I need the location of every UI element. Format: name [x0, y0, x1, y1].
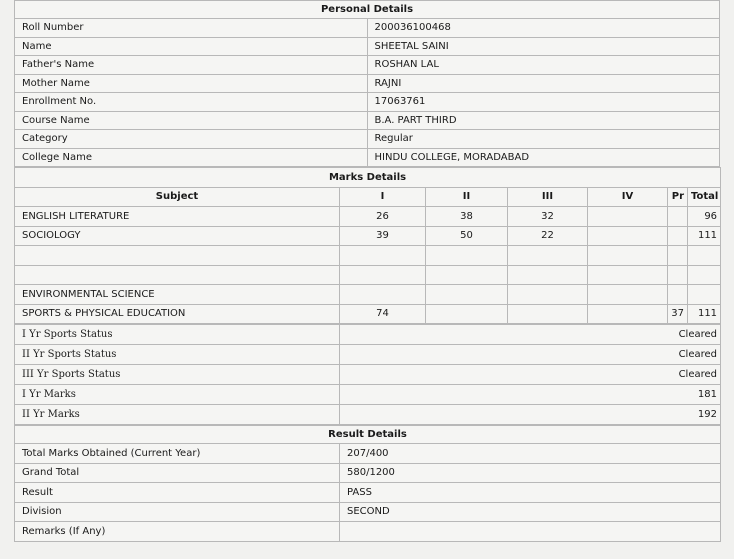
mark-iv	[588, 304, 668, 324]
result-label: Result	[15, 483, 340, 503]
status-label: I Yr Sports Status	[15, 325, 340, 345]
mark-ii	[426, 246, 508, 266]
mark-total	[688, 285, 721, 305]
mark-total	[688, 265, 721, 285]
subject-row	[15, 265, 721, 285]
result-value	[340, 522, 721, 542]
mark-total: 111	[688, 226, 721, 246]
status-label: I Yr Marks	[15, 385, 340, 405]
mark-ii: 50	[426, 226, 508, 246]
mark-i: 26	[340, 207, 426, 227]
result-details-table	[14, 425, 721, 542]
col-paper-i: I	[340, 187, 426, 207]
result-row	[15, 522, 721, 542]
detail-value: RAJNI	[367, 74, 720, 93]
mark-iv	[588, 265, 668, 285]
marks-details-table	[14, 167, 721, 324]
col-paper-iii: III	[508, 187, 588, 207]
col-total: Total	[688, 187, 721, 207]
detail-label: Category	[15, 130, 368, 149]
personal-details-table	[14, 0, 720, 167]
mark-i	[340, 265, 426, 285]
detail-row-mother-name	[15, 74, 720, 93]
status-row	[15, 345, 721, 365]
mark-pr	[668, 246, 688, 266]
mark-iii: 22	[508, 226, 588, 246]
detail-label: Name	[15, 37, 368, 56]
status-label: II Yr Marks	[15, 405, 340, 425]
status-table	[14, 324, 721, 425]
mark-pr	[668, 285, 688, 305]
mark-iii	[508, 304, 588, 324]
detail-value: SHEETAL SAINI	[367, 37, 720, 56]
result-label: Total Marks Obtained (Current Year)	[15, 444, 340, 464]
detail-row-category	[15, 130, 720, 149]
subject-name: SOCIOLOGY	[15, 226, 340, 246]
mark-total: 96	[688, 207, 721, 227]
mark-i	[340, 246, 426, 266]
subject-row	[15, 226, 721, 246]
result-value: 207/400	[340, 444, 721, 464]
detail-value: Regular	[367, 130, 720, 149]
mark-ii	[426, 304, 508, 324]
result-label: Remarks (If Any)	[15, 522, 340, 542]
mark-i: 74	[340, 304, 426, 324]
mark-iv	[588, 285, 668, 305]
status-value: Cleared	[340, 365, 721, 385]
subject-name: ENVIRONMENTAL SCIENCE	[15, 285, 340, 305]
marks-details-heading: Marks Details	[15, 168, 721, 188]
status-label: III Yr Sports Status	[15, 365, 340, 385]
result-row	[15, 502, 721, 522]
mark-iii	[508, 285, 588, 305]
marks-header-row	[15, 187, 721, 207]
result-value: 580/1200	[340, 463, 721, 483]
result-value: PASS	[340, 483, 721, 503]
col-paper-iv: IV	[588, 187, 668, 207]
mark-ii	[426, 265, 508, 285]
detail-value: B.A. PART THIRD	[367, 111, 720, 130]
mark-iv	[588, 246, 668, 266]
detail-row-college-name	[15, 148, 720, 167]
detail-label: Course Name	[15, 111, 368, 130]
mark-total	[688, 246, 721, 266]
mark-iii	[508, 246, 588, 266]
subject-row	[15, 246, 721, 266]
mark-i: 39	[340, 226, 426, 246]
mark-iii: 32	[508, 207, 588, 227]
mark-iv	[588, 207, 668, 227]
subject-name	[15, 246, 340, 266]
detail-label: Roll Number	[15, 19, 368, 38]
result-row	[15, 444, 721, 464]
detail-value: 200036100468	[367, 19, 720, 38]
personal-details-heading: Personal Details	[15, 1, 720, 19]
col-paper-ii: II	[426, 187, 508, 207]
detail-value: HINDU COLLEGE, MORADABAD	[367, 148, 720, 167]
status-value: 181	[340, 385, 721, 405]
status-row	[15, 325, 721, 345]
mark-iii	[508, 265, 588, 285]
mark-pr: 37	[668, 304, 688, 324]
detail-label: Mother Name	[15, 74, 368, 93]
status-row	[15, 405, 721, 425]
result-label: Grand Total	[15, 463, 340, 483]
detail-label: Enrollment No.	[15, 93, 368, 112]
marksheet	[14, 0, 720, 542]
detail-label: Father's Name	[15, 56, 368, 75]
result-row	[15, 483, 721, 503]
detail-row-roll-number	[15, 19, 720, 38]
status-value: Cleared	[340, 325, 721, 345]
detail-row-name	[15, 37, 720, 56]
subject-row	[15, 304, 721, 324]
status-value: Cleared	[340, 345, 721, 365]
result-value: SECOND	[340, 502, 721, 522]
mark-ii: 38	[426, 207, 508, 227]
col-subject: Subject	[15, 187, 340, 207]
mark-pr	[668, 226, 688, 246]
detail-row-enrollment-no	[15, 93, 720, 112]
subject-name: ENGLISH LITERATURE	[15, 207, 340, 227]
result-details-heading: Result Details	[15, 426, 721, 444]
subject-name	[15, 265, 340, 285]
status-row	[15, 365, 721, 385]
mark-ii	[426, 285, 508, 305]
subject-name: SPORTS & PHYSICAL EDUCATION	[15, 304, 340, 324]
mark-pr	[668, 207, 688, 227]
detail-row-course-name	[15, 111, 720, 130]
mark-pr	[668, 265, 688, 285]
mark-iv	[588, 226, 668, 246]
status-row	[15, 385, 721, 405]
subject-row	[15, 285, 721, 305]
col-practical: Pr	[668, 187, 688, 207]
result-label: Division	[15, 502, 340, 522]
detail-value: ROSHAN LAL	[367, 56, 720, 75]
status-label: II Yr Sports Status	[15, 345, 340, 365]
detail-value: 17063761	[367, 93, 720, 112]
status-value: 192	[340, 405, 721, 425]
mark-total: 111	[688, 304, 721, 324]
subject-row	[15, 207, 721, 227]
mark-i	[340, 285, 426, 305]
detail-label: College Name	[15, 148, 368, 167]
result-row	[15, 463, 721, 483]
detail-row-fathers-name	[15, 56, 720, 75]
